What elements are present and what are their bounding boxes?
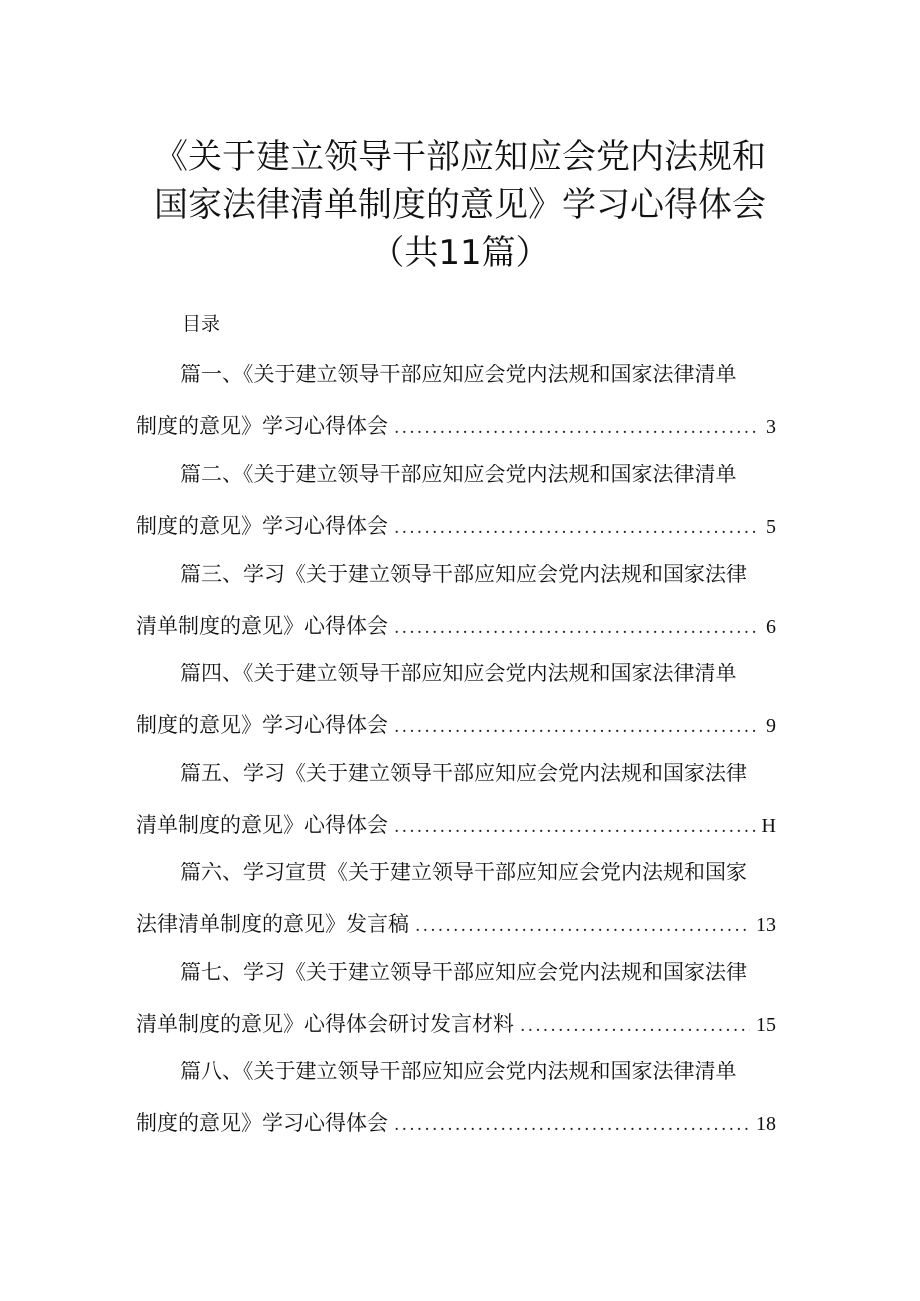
toc-entry-continuation bbox=[136, 414, 776, 438]
toc-dot-leader bbox=[394, 815, 756, 839]
toc-dot-leader bbox=[394, 715, 760, 739]
toc-dot-leader bbox=[415, 914, 750, 938]
toc-entry-title-cont: 制度的意见》学习心得体会 bbox=[136, 514, 388, 538]
toc-entry-title-cont: 法律清单制度的意见》发言稿 bbox=[136, 912, 409, 936]
toc-page-number: 18 bbox=[756, 1113, 776, 1135]
toc-entry-title: 篇七、学习《关于建立领导干部应知应会党内法规和国家法律 bbox=[180, 962, 747, 983]
toc-heading: 目录 bbox=[182, 313, 221, 335]
toc-entry-continuation bbox=[136, 1012, 776, 1036]
toc-entry-title-cont: 清单制度的意见》心得体会 bbox=[136, 614, 388, 638]
toc-entry-title-cont: 清单制度的意见》心得体会 bbox=[136, 813, 388, 837]
toc-page-number: 6 bbox=[766, 616, 776, 638]
toc-page-number: 5 bbox=[766, 516, 776, 538]
toc-entry-title-cont: 制度的意见》学习心得体会 bbox=[136, 713, 388, 737]
toc-entry-continuation bbox=[136, 713, 776, 737]
toc-entry-title: 篇二、《关于建立领导干部应知应会党内法规和国家法律清单 bbox=[180, 464, 737, 485]
toc-entry-title: 篇三、学习《关于建立领导干部应知应会党内法规和国家法律 bbox=[180, 564, 747, 585]
toc-entry-continuation bbox=[136, 514, 776, 538]
toc-entry-continuation bbox=[136, 614, 776, 638]
toc-entry-title-cont: 制度的意见》学习心得体会 bbox=[136, 1111, 388, 1135]
toc-entry-title: 篇六、学习宣贯《关于建立领导干部应知应会党内法规和国家 bbox=[180, 862, 747, 883]
toc-page-number: 9 bbox=[766, 715, 776, 737]
toc-dot-leader bbox=[520, 1014, 750, 1038]
toc-entry-title: 篇一、《关于建立领导干部应知应会党内法规和国家法律清单 bbox=[180, 364, 737, 385]
toc-page-number: H bbox=[761, 815, 776, 837]
document-title-line-2: 国家法律清单制度的意见》学习心得体会 bbox=[154, 185, 766, 225]
document-title-line-3: （共11篇） bbox=[370, 233, 550, 273]
toc-entry-continuation bbox=[136, 912, 776, 936]
toc-entry-title-cont: 清单制度的意见》心得体会研讨发言材料 bbox=[136, 1012, 514, 1036]
toc-page-number: 3 bbox=[766, 416, 776, 438]
document-title-line-1: 《关于建立领导干部应知应会党内法规和 bbox=[154, 137, 766, 177]
toc-entry-title-cont: 制度的意见》学习心得体会 bbox=[136, 414, 388, 438]
toc-entry-title: 篇五、学习《关于建立领导干部应知应会党内法规和国家法律 bbox=[180, 763, 747, 784]
toc-entry-continuation bbox=[136, 813, 776, 837]
toc-entry-continuation bbox=[136, 1111, 776, 1135]
toc-dot-leader bbox=[394, 416, 760, 440]
toc-entry-title: 篇八、《关于建立领导干部应知应会党内法规和国家法律清单 bbox=[180, 1061, 737, 1082]
toc-entry-title: 篇四、《关于建立领导干部应知应会党内法规和国家法律清单 bbox=[180, 663, 737, 684]
toc-dot-leader bbox=[394, 1113, 750, 1137]
toc-page-number: 13 bbox=[756, 914, 776, 936]
toc-dot-leader bbox=[394, 616, 760, 640]
toc-page-number: 15 bbox=[756, 1014, 776, 1036]
toc-dot-leader bbox=[394, 516, 760, 540]
